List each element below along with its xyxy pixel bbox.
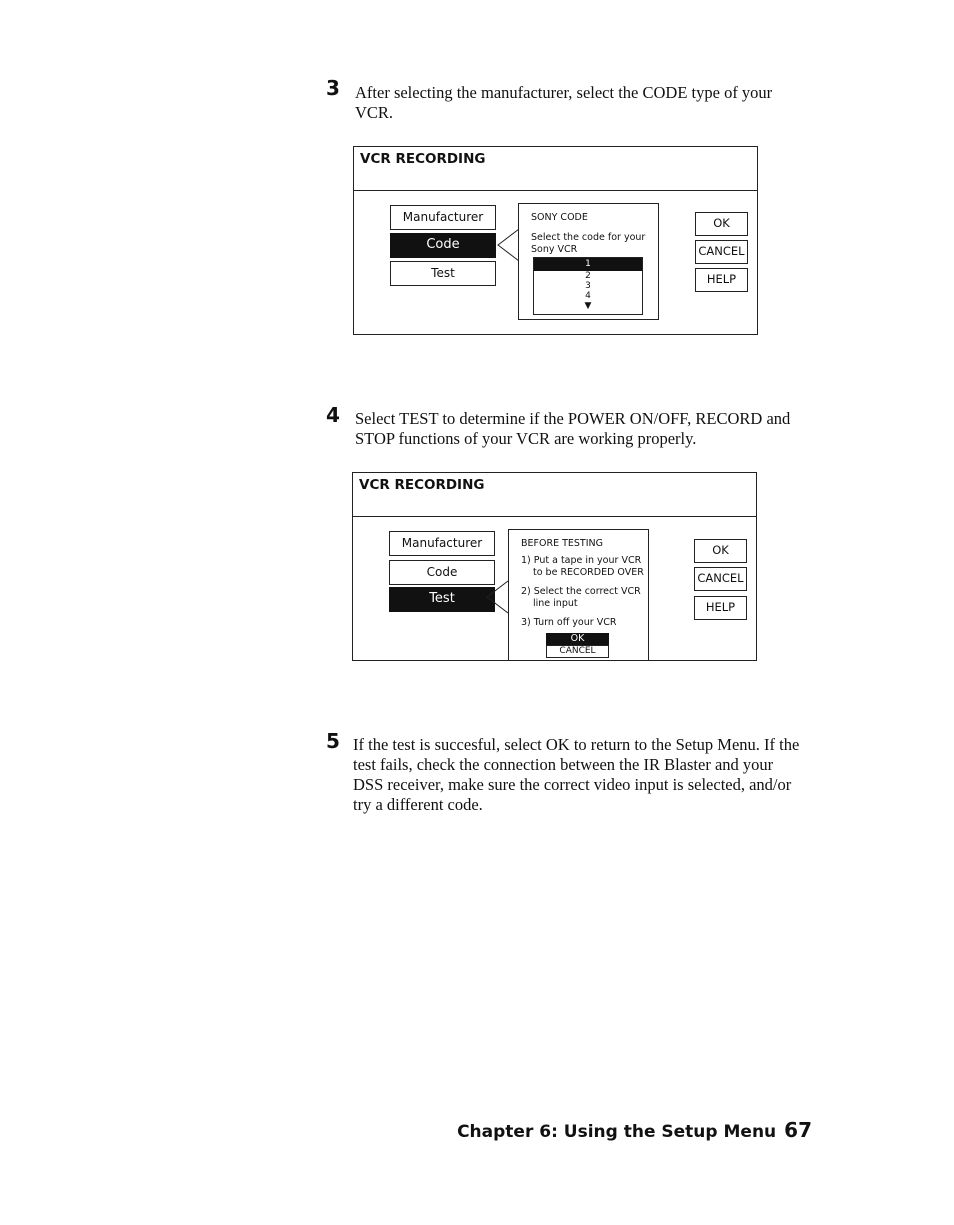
step-3-line-1: After selecting the manufacturer, select the CODE type of your: [355, 83, 773, 102]
popup-instruction-line: 1) Put a tape in your VCR: [521, 555, 642, 566]
popup-instruction-line: 2) Select the correct VCR: [521, 586, 641, 597]
step-4-line-1: Select TEST to determine if the POWER ON/OFF, RECORD and: [355, 409, 791, 428]
code-list[interactable]: [533, 257, 643, 315]
screen-title: VCR RECORDING: [360, 151, 486, 167]
ok-button[interactable]: OK: [695, 212, 748, 236]
code-option-2[interactable]: 2: [585, 271, 591, 281]
popup-instruction-line: line input: [533, 598, 578, 609]
popup-title: SONY CODE: [531, 212, 588, 223]
step-4-number: 4: [326, 403, 340, 427]
step-5-line-4: try a different code.: [353, 795, 483, 814]
sony-code-popup: [518, 203, 659, 320]
popup-instruction-line: to be RECORDED OVER: [533, 567, 644, 578]
menu-manufacturer-button[interactable]: Manufacturer: [389, 531, 495, 556]
step-4-line-2: STOP functions of your VCR are working properly.: [355, 429, 697, 448]
popup-title: BEFORE TESTING: [521, 538, 603, 549]
scroll-down-arrow-icon[interactable]: ▼: [584, 301, 592, 311]
menu-test-button[interactable]: Test: [390, 261, 496, 286]
ok-button[interactable]: OK: [694, 539, 747, 563]
vcr-recording-screen-code: [353, 146, 758, 335]
step-5-line-1: If the test is succesful, select OK to return to the Setup Menu. If the: [353, 735, 800, 754]
chapter-title: Chapter 6: Using the Setup Menu: [457, 1122, 777, 1142]
popup-cancel-button[interactable]: CANCEL: [546, 645, 609, 658]
vcr-recording-screen-test: [352, 472, 757, 661]
popup-ok-button[interactable]: OK: [546, 633, 609, 645]
popup-instruction-line: Select the code for your: [531, 232, 646, 243]
help-button[interactable]: HELP: [694, 596, 747, 620]
menu-code-button[interactable]: Code: [389, 560, 495, 585]
popup-instruction-line: 3) Turn off your VCR: [521, 617, 617, 628]
popup-instruction-line: Sony VCR: [531, 244, 578, 255]
menu-test-button[interactable]: Test: [389, 587, 495, 612]
step-3-line-2: VCR.: [355, 103, 394, 122]
menu-manufacturer-button[interactable]: Manufacturer: [390, 205, 496, 230]
step-5-line-2: test fails, check the connection between the IR Blaster and your: [353, 755, 774, 774]
help-button[interactable]: HELP: [695, 268, 748, 292]
step-3-number: 3: [326, 76, 340, 100]
code-option-1[interactable]: 1: [534, 258, 642, 271]
page-number: 67: [784, 1118, 812, 1142]
screen-title-divider: [353, 516, 756, 517]
step-5-line-3: DSS receiver, make sure the correct video input is selected, and/or: [353, 775, 792, 794]
step-3-text: [355, 83, 772, 123]
cancel-button[interactable]: CANCEL: [695, 240, 748, 264]
page-footer: [457, 1118, 812, 1142]
step-4-text: [355, 409, 790, 449]
cancel-button[interactable]: CANCEL: [694, 567, 747, 591]
code-option-3[interactable]: 3: [585, 281, 591, 291]
screen-title-divider: [354, 190, 757, 191]
before-testing-popup: [508, 529, 649, 661]
screen-title: VCR RECORDING: [359, 477, 485, 493]
code-option-4[interactable]: 4: [585, 291, 591, 301]
step-5-text: [353, 735, 799, 815]
menu-code-button[interactable]: Code: [390, 233, 496, 258]
step-5-number: 5: [326, 729, 340, 753]
